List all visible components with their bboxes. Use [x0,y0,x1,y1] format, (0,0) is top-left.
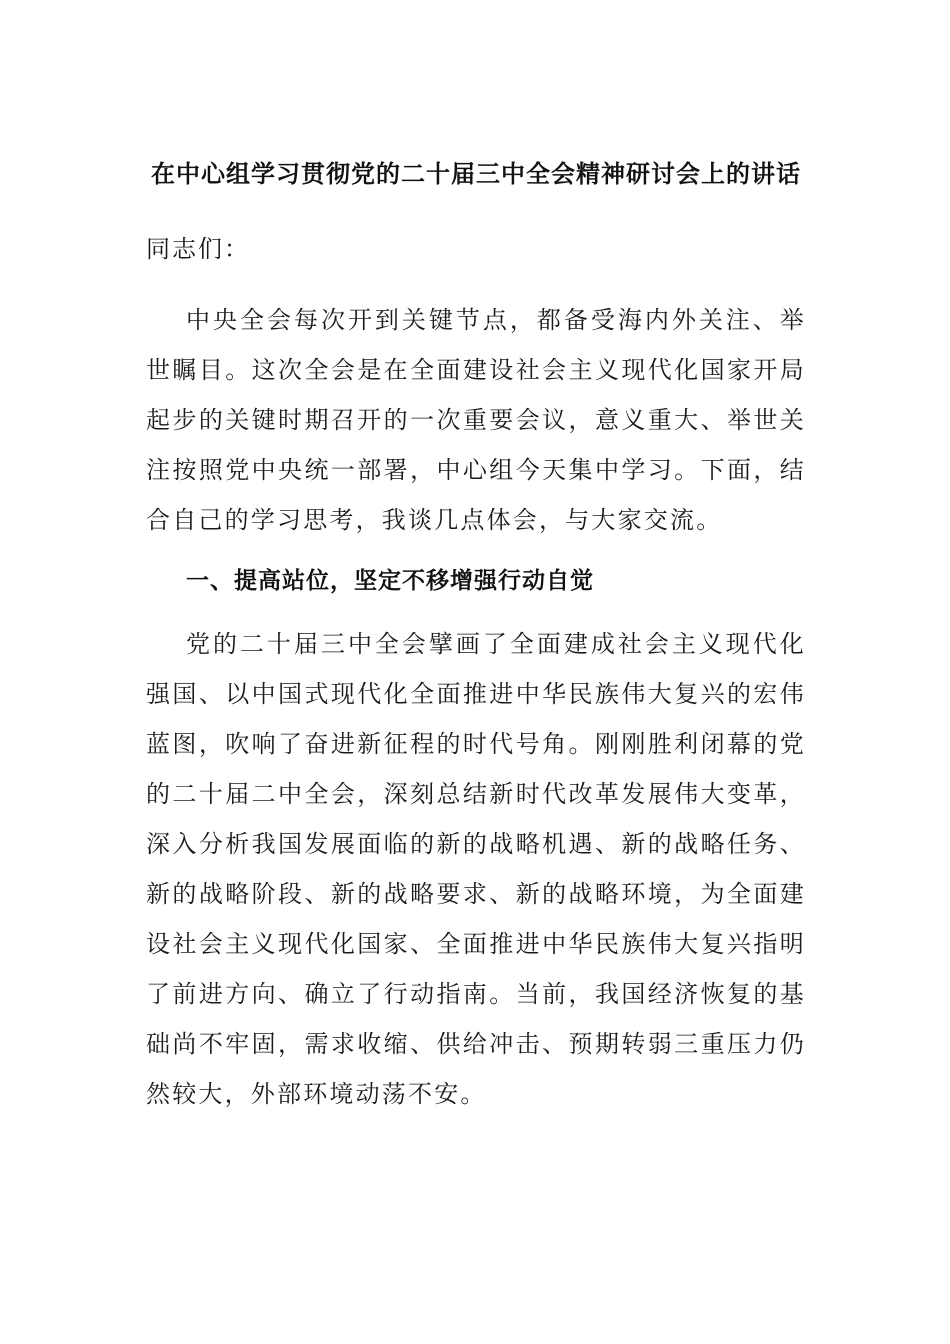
paragraph-section-1: 党的二十届三中全会擘画了全面建成社会主义现代化强国、以中国式现代化全面推进中华民族伟大复兴的宏伟蓝图，吹响了奋进新征程的时代号角。刚刚胜利闭幕的党的二十届二中全会，深刻总结新时代改革发展伟大变革，深入分析我国发展面临的新的战略机遇、新的战略任务、新的战略阶段、新的战略要求、新的战略环境，为全面建设社会主义现代化国家、全面推进中华民族伟大复兴指明了前进方向、确立了行动指南。当前，我国经济恢复的基础尚不牢固，需求收缩、供给冲击、预期转弱三重压力仍然较大，外部环境动荡不安。 [146,630,806,1108]
document-page [146,148,806,1119]
section-heading: 一、提高站位，坚定不移增强行动自觉 [186,568,594,594]
paragraph-intro: 中央全会每次开到关键节点，都备受海内外关注、举世瞩目。这次全会是在全面建设社会主义现代化国家开局起步的关键时期召开的一次重要会议，意义重大、举世关注按照党中央统一部署，中心组今天集中学习。下面，结合自己的学习思考，我谈几点体会，与大家交流。 [146,306,806,534]
salutation: 同志们： [146,235,250,263]
document-title: 在中心组学习贯彻党的二十届三中全会精神研讨会上的讲话 [151,160,801,188]
